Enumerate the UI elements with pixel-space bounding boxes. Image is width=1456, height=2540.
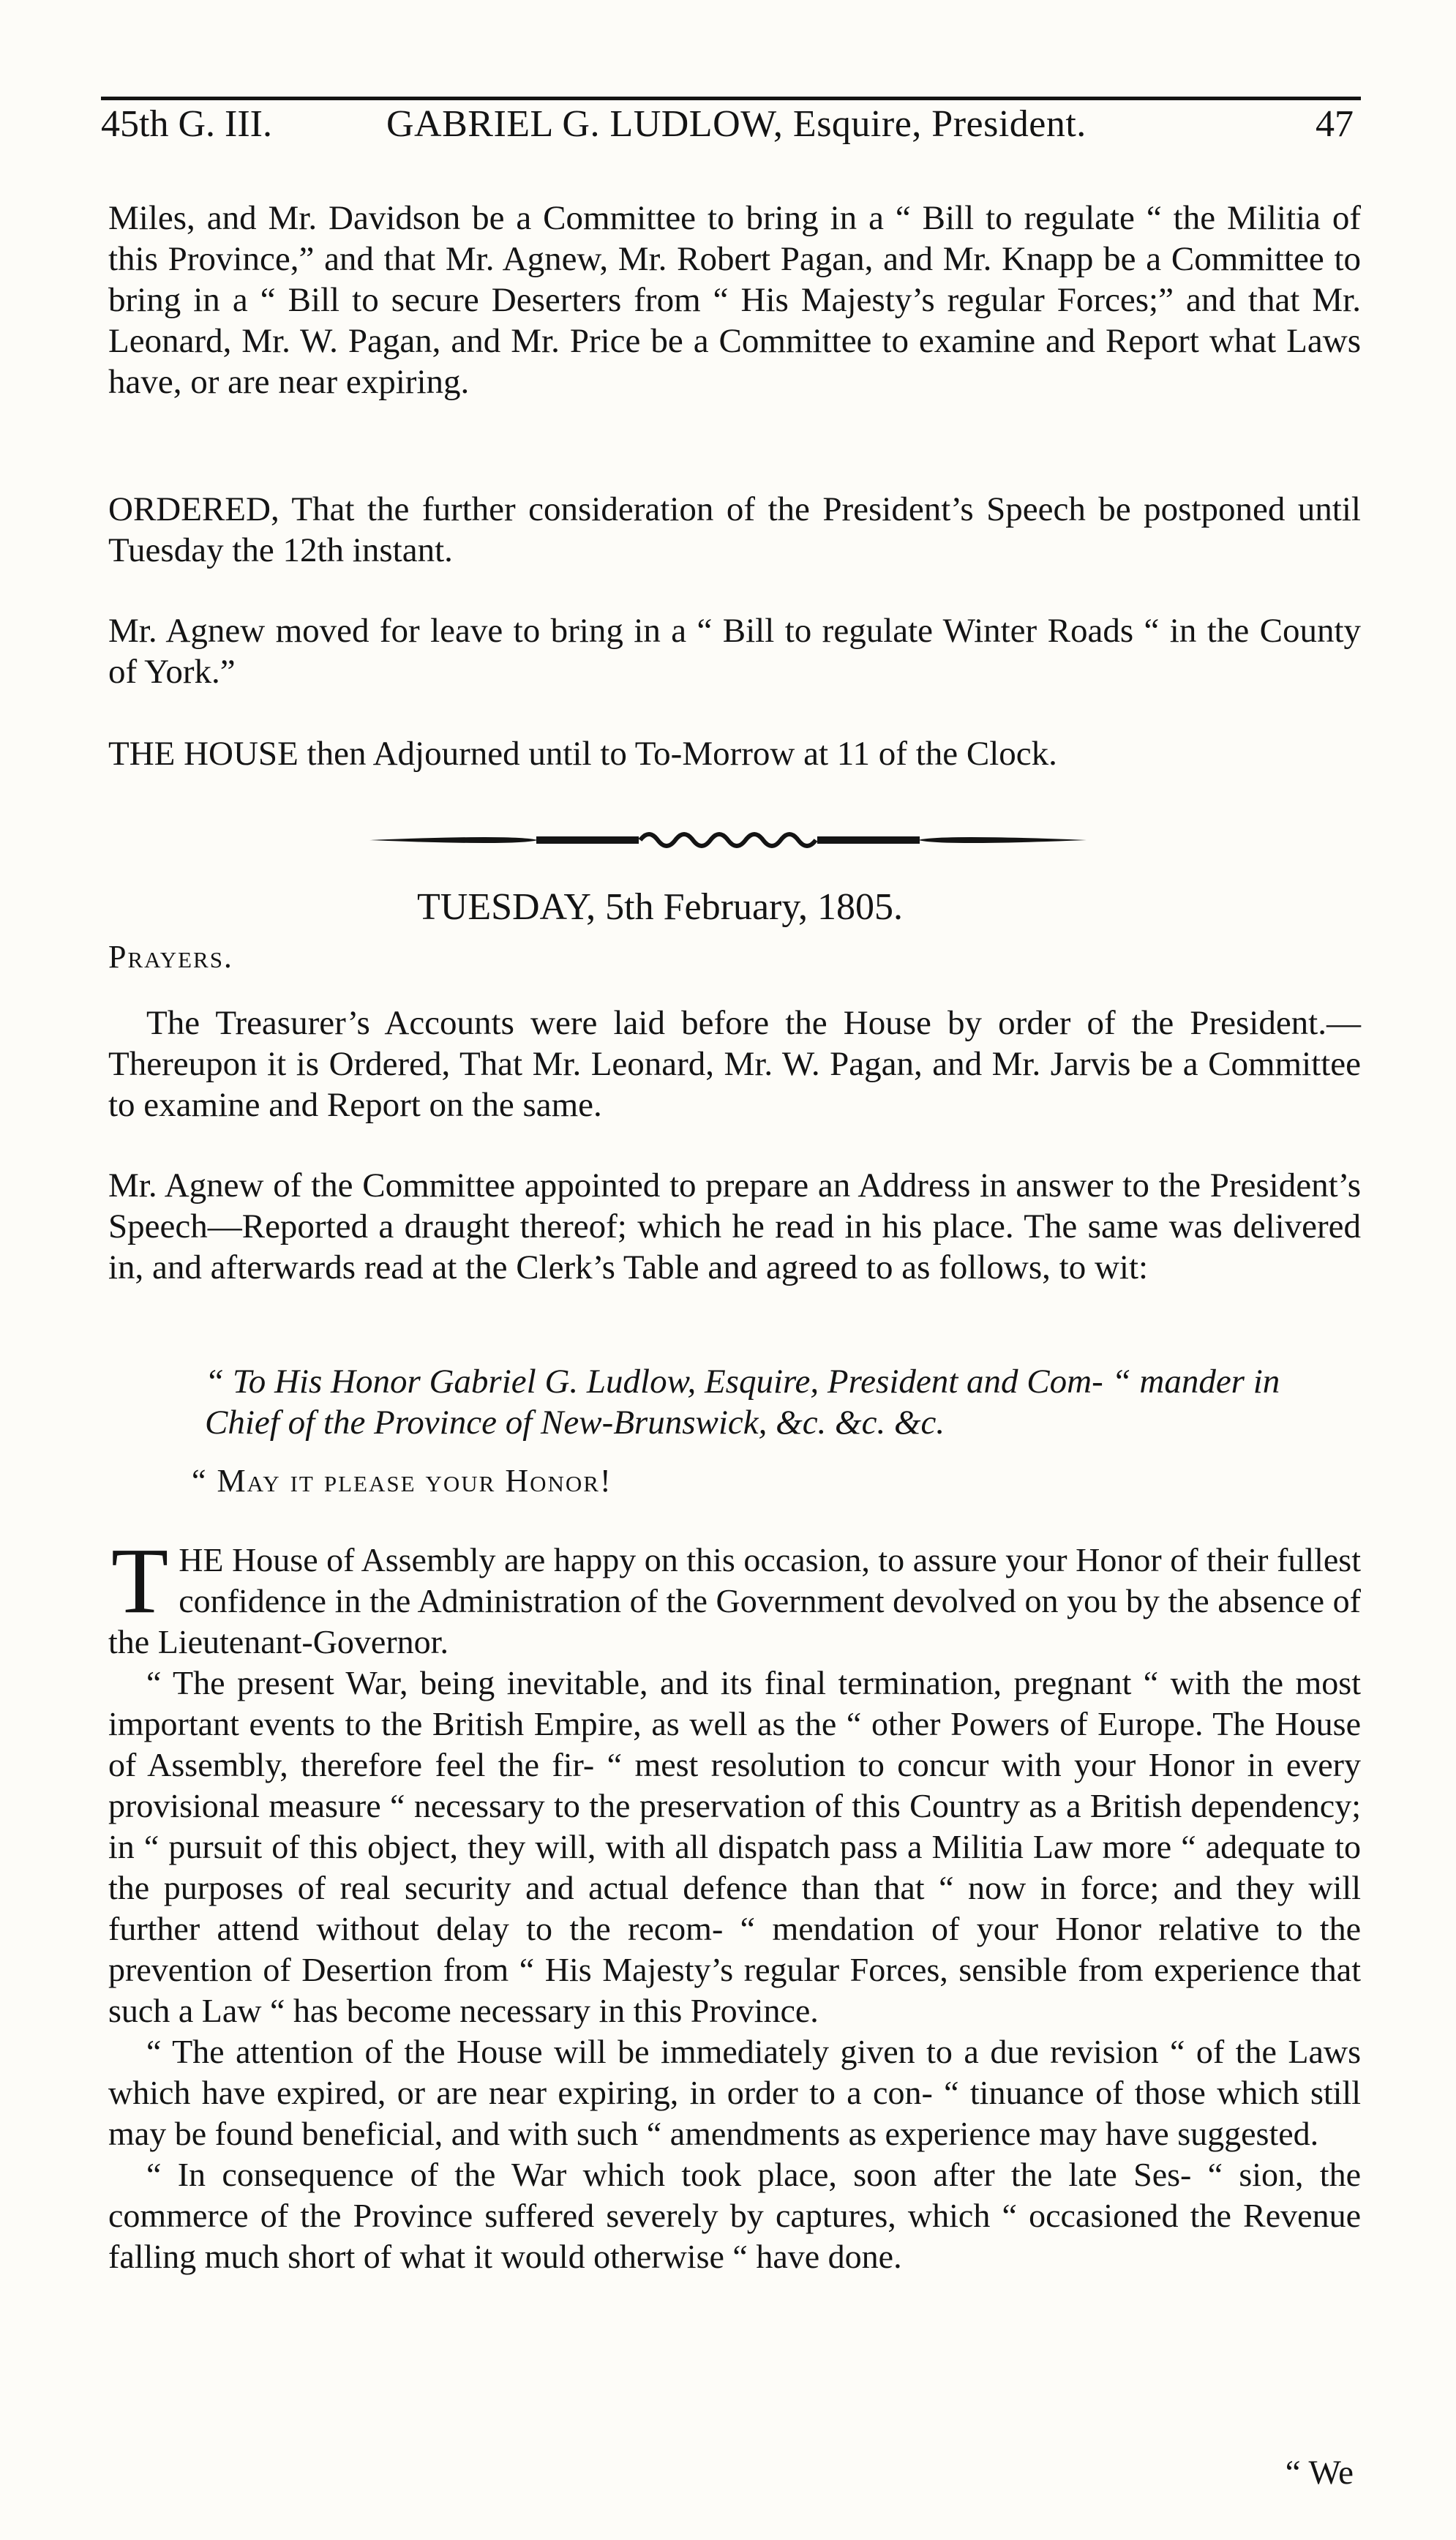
session-label: 45th G. III. <box>101 103 272 145</box>
body-paragraph-4: “ In consequence of the War which took place, soon after the late Ses- “ sion, the commerce of the Province suffered severely by captures, which “ occasioned the Revenue falling much short of what it would otherwise “ have done. <box>108 2156 1361 2275</box>
body-paragraph-2: “ The present War, being inevitable, and its final termination, pregnant “ with the most important events to the British Empire, as well as the “ other Powers of Europe. The House of Assembly, therefore feel the fir- “ mest resolution to concur with your Honor in every provisional measure “ necessary to the preservation of this Country as a British dependency; in “ pursuit of this object, they will, with all dispatch pass a Militia Law more “ adequate to the purposes of real security and actual defence than that “ now in force; and they will further attend without delay to the recom- “ mendation of your Honor relative to the prevention of Desertion from “ His Majesty’s regular Forces, sensible from experience that such a Law “ has become necessary in this Province. <box>108 1664 1361 2029</box>
header-rule <box>101 97 1361 100</box>
address-heading: “ To His Honor Gabriel G. Ludlow, Esquire, President and Com- “ mander in Chief of the Province of New-Brunswick, &c. &c. &c. <box>205 1363 1280 1442</box>
prayers-label: Prayers. <box>108 939 233 975</box>
salutation: “ May it please your Honor! <box>192 1463 612 1499</box>
body-paragraph-3: “ The attention of the House will be immediately given to a due revision “ of the Laws which have expired, or are near expiring, in order to a con- “ tinuance of those which still may be found beneficial, and with such “ amendments as experience may have suggested. <box>108 2033 1361 2152</box>
adjournment-paragraph: THE HOUSE then Adjourned until to To-Morrow at 11 of the Clock. <box>108 735 1057 773</box>
catchword: “ We <box>1285 2454 1354 2492</box>
address-report-paragraph: Mr. Agnew of the Committee appointed to prepare an Address in answer to the President’s Speech—Reported a draught thereof; which he read in his place. The same was delivered in, and afterwards read at the Clerk’s Table and agreed to as follows, to wit: <box>108 1166 1361 1286</box>
committee-paragraph: Miles, and Mr. Davidson be a Committee to bring in a “ Bill to regulate “ the Militia of this Province,” and that Mr. Agnew, Mr. Robert Pagan, and Mr. Knapp be a Committee to bring in a “ Bill to secure Deserters from “ His Majesty’s regular Forces;” and that Mr. Leonard, Mr. W. Pagan, and Mr. Price be a Committee to examine and Report what Laws have, or are near expiring. <box>108 199 1361 401</box>
running-header <box>101 102 1361 168</box>
address-body <box>108 1529 1361 2277</box>
page-number: 47 <box>1316 103 1354 145</box>
treasurer-paragraph: The Treasurer’s Accounts were laid before the House by order of the President.—Thereupon it is Ordered, That Mr. Leonard, Mr. W. Pagan, and Mr. Jarvis be a Committee to examine and Report on the same. <box>108 1004 1361 1124</box>
ornamental-divider <box>369 825 1087 855</box>
running-title: GABRIEL G. LUDLOW, Esquire, President. <box>386 103 1087 145</box>
body-paragraph-1 <box>108 1529 1361 1663</box>
drop-cap: T <box>111 1529 169 1633</box>
ordered-paragraph: ORDERED, That the further consideration of the President’s Speech be postponed until Tuesday the 12th instant. <box>108 490 1361 569</box>
body-paragraph-1-text: HE House of Assembly are happy on this occasion, to assure your Honor of their fullest confidence in the Administration of the Government devolved on you by the absence of the Lieutenant-Governor. <box>108 1541 1361 1660</box>
winter-roads-paragraph: Mr. Agnew moved for leave to bring in a “ Bill to regulate Winter Roads “ in the County of York.” <box>108 612 1361 691</box>
date-heading: TUESDAY, 5th February, 1805. <box>417 886 903 928</box>
